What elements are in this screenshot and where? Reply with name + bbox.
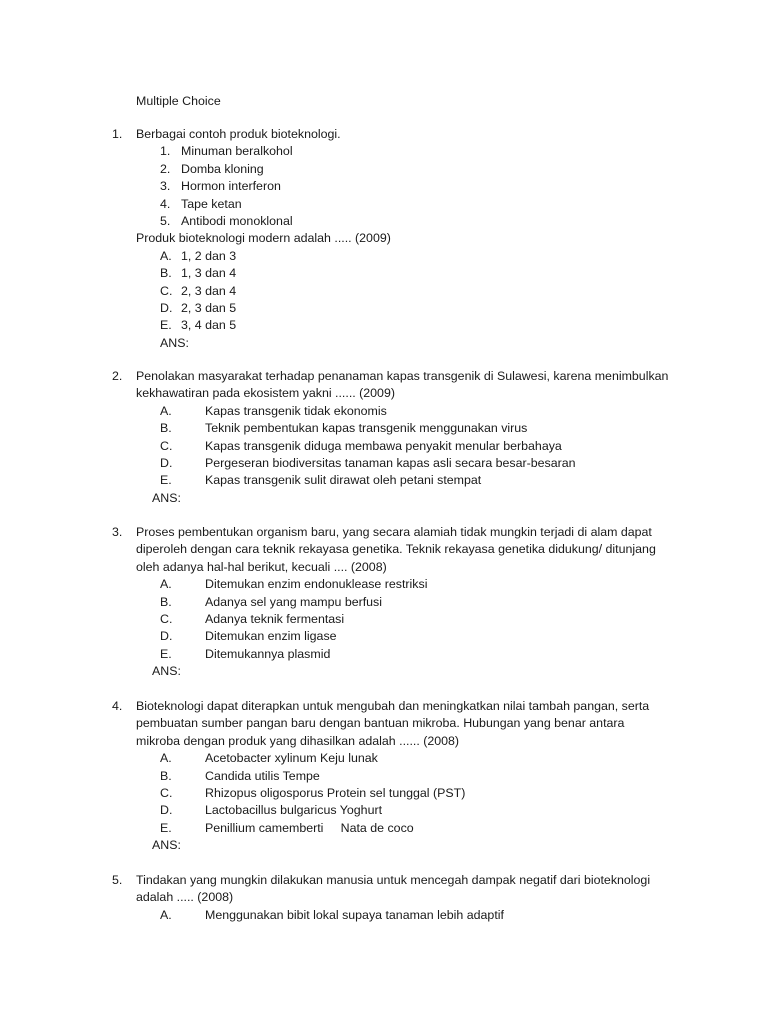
- option-b[interactable]: B. 1, 3 dan 4: [160, 266, 237, 281]
- option-c[interactable]: C. Kapas transgenik diduga membawa penyakit menular berbahaya: [160, 438, 562, 453]
- option-list: [160, 576, 686, 663]
- question-text: Produk bioteknologi modern adalah ..... (2009): [136, 231, 391, 246]
- question-number: 1.: [112, 127, 123, 141]
- option-e[interactable]: E. Penillium camemberti Nata de coco: [160, 820, 414, 835]
- answer-label: ANS:: [152, 838, 181, 853]
- list-item: 4. Tape ketan: [160, 196, 242, 211]
- option-list: [160, 907, 686, 924]
- question-line: Bioteknologi dapat diterapkan untuk mengubah dan meningkatkan nilai tambah pangan, serta: [136, 699, 650, 713]
- option-list: [160, 750, 686, 837]
- option-a[interactable]: A. 1, 2 dan 3: [160, 248, 237, 263]
- option-d[interactable]: D. Pergeseran biodiversitas tanaman kapas asli secara besar-besaran: [160, 455, 576, 470]
- question-line: Proses pembentukan organism baru, yang secara alamiah tidak mungkin terjadi di alam dapat: [136, 525, 652, 539]
- option-a[interactable]: A. Kapas transgenik tidak ekonomis: [160, 403, 387, 418]
- answer-label: ANS:: [152, 490, 181, 505]
- option-e[interactable]: E. Ditemukannya plasmid: [160, 646, 331, 661]
- list-item: 1. Minuman beralkohol: [160, 144, 293, 159]
- question-number: 3.: [112, 525, 123, 539]
- answer-label: ANS:: [152, 664, 181, 679]
- option-e[interactable]: E. Kapas transgenik sulit dirawat oleh petani stempat: [160, 473, 482, 488]
- list-item: 2. Domba kloning: [160, 161, 264, 176]
- option-a[interactable]: A. Acetobacter xylinum Keju lunak: [160, 751, 378, 766]
- option-c[interactable]: C. 2, 3 dan 4: [160, 283, 237, 298]
- option-list: [160, 403, 686, 490]
- option-b[interactable]: B. Candida utilis Tempe: [160, 768, 320, 783]
- option-a[interactable]: A. Ditemukan enzim endonuklease restriksi: [160, 577, 428, 592]
- question-body: [136, 524, 686, 681]
- question-line: Penolakan masyarakat terhadap penanaman kapas transgenik di Sulawesi, karena menimbulkan: [136, 369, 669, 383]
- question-body: [136, 126, 686, 352]
- option-c[interactable]: C. Rhizopus oligosporus Protein sel tunggal (PST): [160, 786, 466, 800]
- question-body: [136, 698, 686, 855]
- option-b[interactable]: B. Teknik pembentukan kapas transgenik menggunakan virus: [160, 421, 528, 436]
- question-line: kekhawatiran pada ekosistem yakni ...... (2009): [136, 386, 395, 401]
- question-line: oleh adanya hal-hal berikut, kecuali .... (2008): [136, 559, 387, 574]
- question-number: 4.: [112, 699, 123, 713]
- list-item: 3. Hormon interferon: [160, 179, 281, 194]
- answer-label: ANS:: [160, 335, 189, 350]
- question-line: Tindakan yang mungkin dilakukan manusia untuk mencegah dampak negatif dari bioteknologi: [136, 873, 651, 887]
- question-number: 5.: [112, 873, 123, 887]
- option-e[interactable]: E. 3, 4 dan 5: [160, 318, 237, 333]
- question-line: pembuatan sumber pangan baru dengan bantuan mikroba. Hubungan yang benar antara: [136, 716, 625, 731]
- option-b[interactable]: B. Adanya sel yang mampu berfusi: [160, 594, 383, 609]
- option-list: [160, 248, 686, 352]
- question-body: [136, 368, 686, 507]
- question-line: mikroba dengan produk yang dihasilkan adalah ...... (2008): [136, 733, 460, 748]
- question-line: adalah ..... (2008): [136, 890, 234, 905]
- option-d[interactable]: D. Lactobacillus bulgaricus Yoghurt: [160, 803, 383, 818]
- page-title: Multiple Choice: [136, 94, 221, 108]
- question-intro: Berbagai contoh produk bioteknologi.: [136, 127, 341, 141]
- question-line: diperoleh dengan cara teknik rekayasa genetika. Teknik rekayasa genetika didukung/ ditunjang: [136, 542, 656, 557]
- option-d[interactable]: D. Ditemukan enzim ligase: [160, 629, 337, 644]
- question-number: 2.: [112, 369, 123, 383]
- option-c[interactable]: C. Adanya teknik fermentasi: [160, 612, 345, 626]
- question-body: [136, 872, 686, 924]
- list-item: 5. Antibodi monoklonal: [160, 213, 293, 228]
- item-list: [160, 143, 686, 230]
- option-d[interactable]: D. 2, 3 dan 5: [160, 300, 237, 315]
- option-a[interactable]: A. Menggunakan bibit lokal supaya tanaman lebih adaptif: [160, 907, 504, 922]
